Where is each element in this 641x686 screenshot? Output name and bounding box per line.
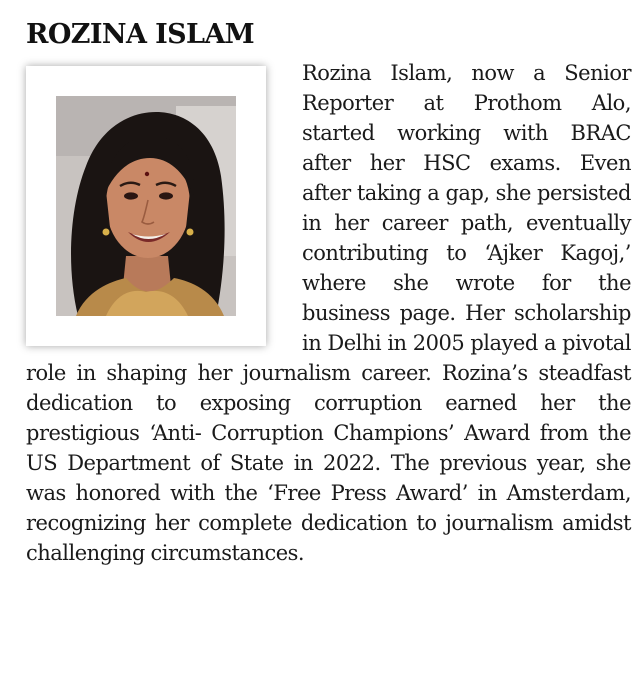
article-body: Rozina Islam, now a Senior Reporter at Prothom Alo, started working with BRAC after her HSC exams. Even after taking a gap, she persisted in her career path, eventually contributing to ‘Ajker Kagoj,’ where she wrote for the business page. Her scholarship in Delhi in 2005 played a pivotal role in shaping her journalism career. Rozina’s steadfast dedication to exposing corruption earned her the prestigious ‘Anti- Corruption Champions’ Award from the US Department of State in 2022. The previous year, she was honored with the ‘Free Press Award’ in Amsterdam, recognizing her complete dedication to journalism amidst challenging circumstances. — [26, 61, 631, 565]
article — [26, 18, 631, 568]
portrait-photo-frame — [26, 66, 266, 346]
portrait-image — [56, 96, 236, 316]
article-heading: ROZINA ISLAM — [26, 19, 255, 50]
portrait-photo — [56, 96, 236, 316]
